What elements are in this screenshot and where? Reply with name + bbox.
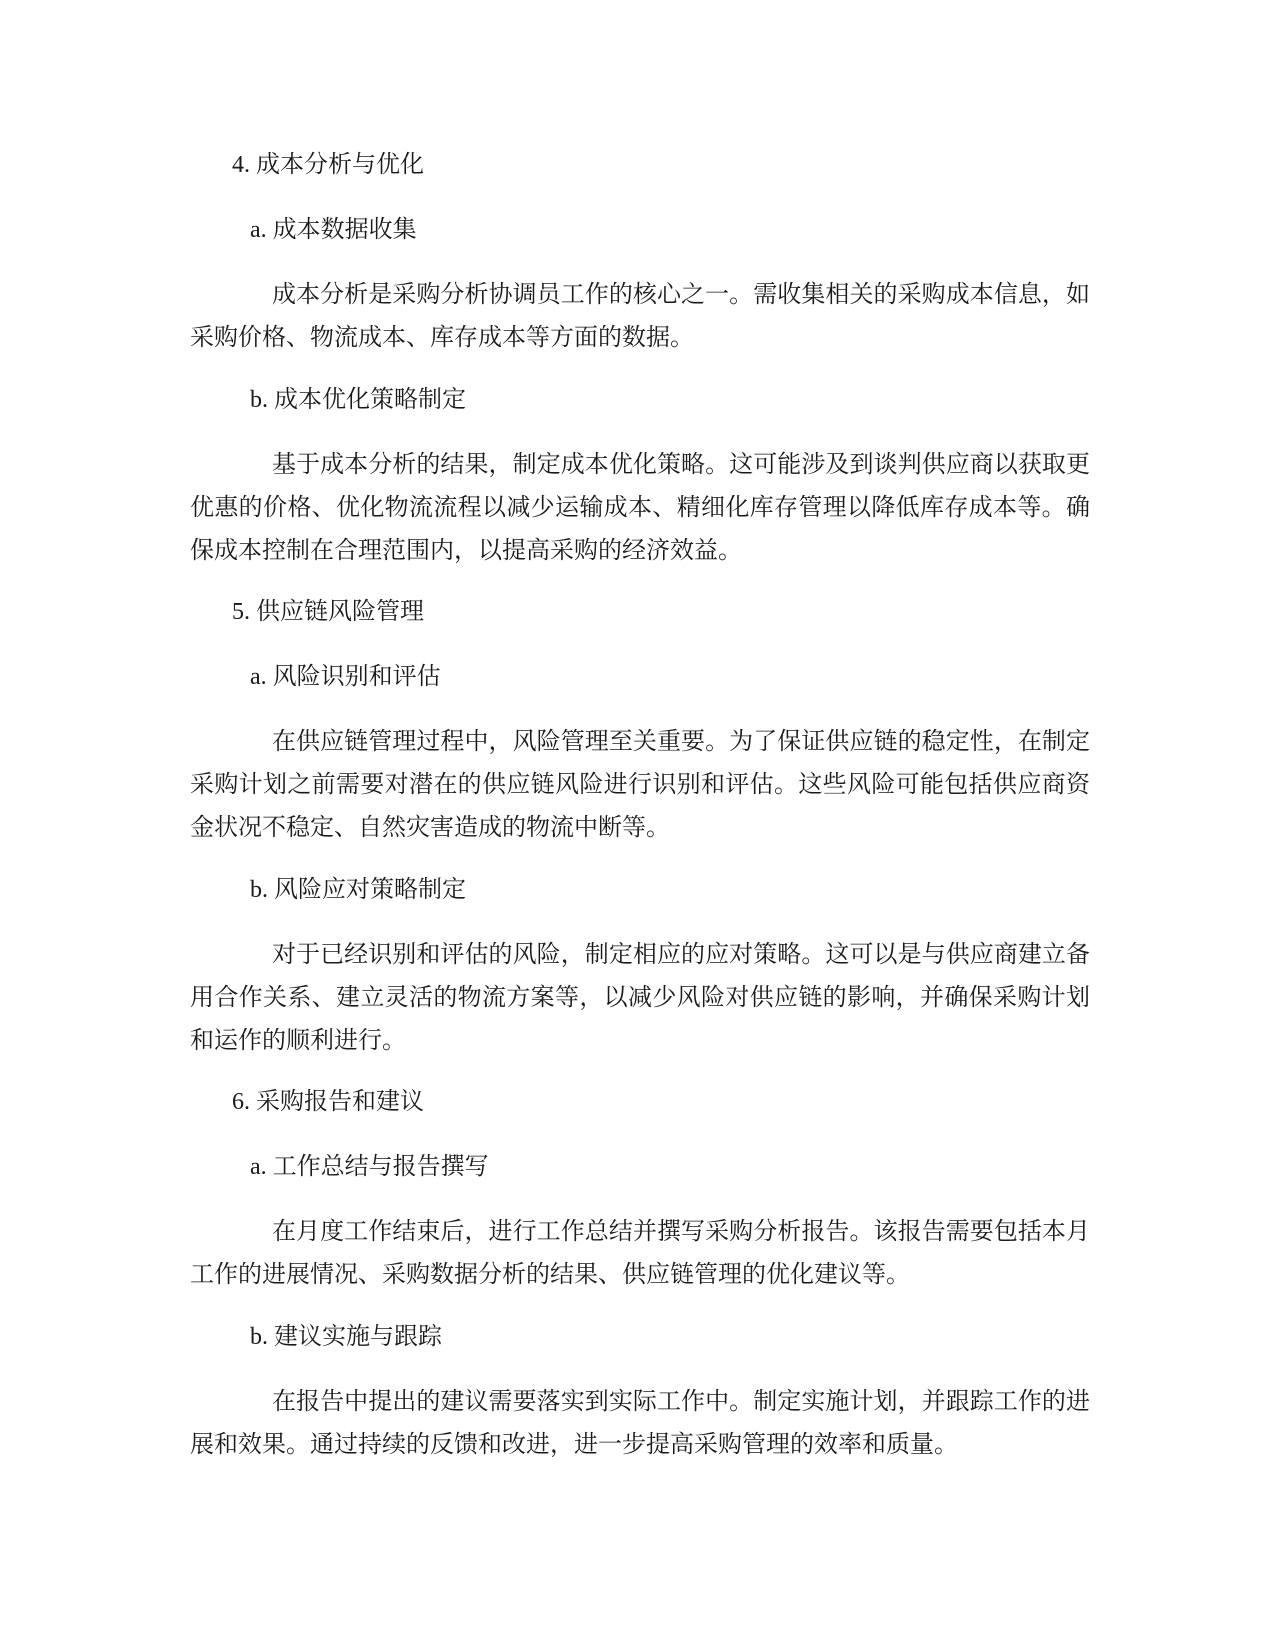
subsection-heading: b. 建议实施与跟踪 <box>250 1324 442 1350</box>
body-paragraph: 对于已经识别和评估的风险，制定相应的应对策略。这可以是与供应商建立备用合作关系、建立灵活的物流方案等，以减少风险对供应链的影响，并确保采购计划和运作的顺利进行。 <box>190 942 1090 1054</box>
body-paragraph: 在月度工作结束后，进行工作总结并撰写采购分析报告。该报告需要包括本月工作的进展情况、采购数据分析的结果、供应链管理的优化建议等。 <box>190 1219 1090 1288</box>
body-paragraph: 成本分析是采购分析协调员工作的核心之一。需收集相关的采购成本信息，如采购价格、物流成本、库存成本等方面的数据。 <box>190 282 1090 351</box>
subsection-heading: b. 成本优化策略制定 <box>250 387 466 413</box>
section-heading: 6. 采购报告和建议 <box>232 1089 424 1115</box>
subsection-heading: a. 风险识别和评估 <box>250 664 441 690</box>
subsection-heading: a. 成本数据收集 <box>250 217 417 243</box>
section-heading: 5. 供应链风险管理 <box>232 599 424 625</box>
body-paragraph: 在供应链管理过程中，风险管理至关重要。为了保证供应链的稳定性，在制定采购计划之前需要对潜在的供应链风险进行识别和评估。这些风险可能包括供应商资金状况不稳定、自然灾害造成的物流中断等。 <box>190 729 1090 841</box>
subsection-heading: b. 风险应对策略制定 <box>250 877 466 903</box>
section-heading: 4. 成本分析与优化 <box>232 152 424 178</box>
body-paragraph: 基于成本分析的结果，制定成本优化策略。这可能涉及到谈判供应商以获取更优惠的价格、优化物流流程以减少运输成本、精细化库存管理以降低库存成本等。确保成本控制在合理范围内，以提高采购的经济效益。 <box>190 452 1090 564</box>
body-paragraph: 在报告中提出的建议需要落实到实际工作中。制定实施计划，并跟踪工作的进展和效果。通过持续的反馈和改进，进一步提高采购管理的效率和质量。 <box>190 1389 1090 1458</box>
subsection-heading: a. 工作总结与报告撰写 <box>250 1154 489 1180</box>
